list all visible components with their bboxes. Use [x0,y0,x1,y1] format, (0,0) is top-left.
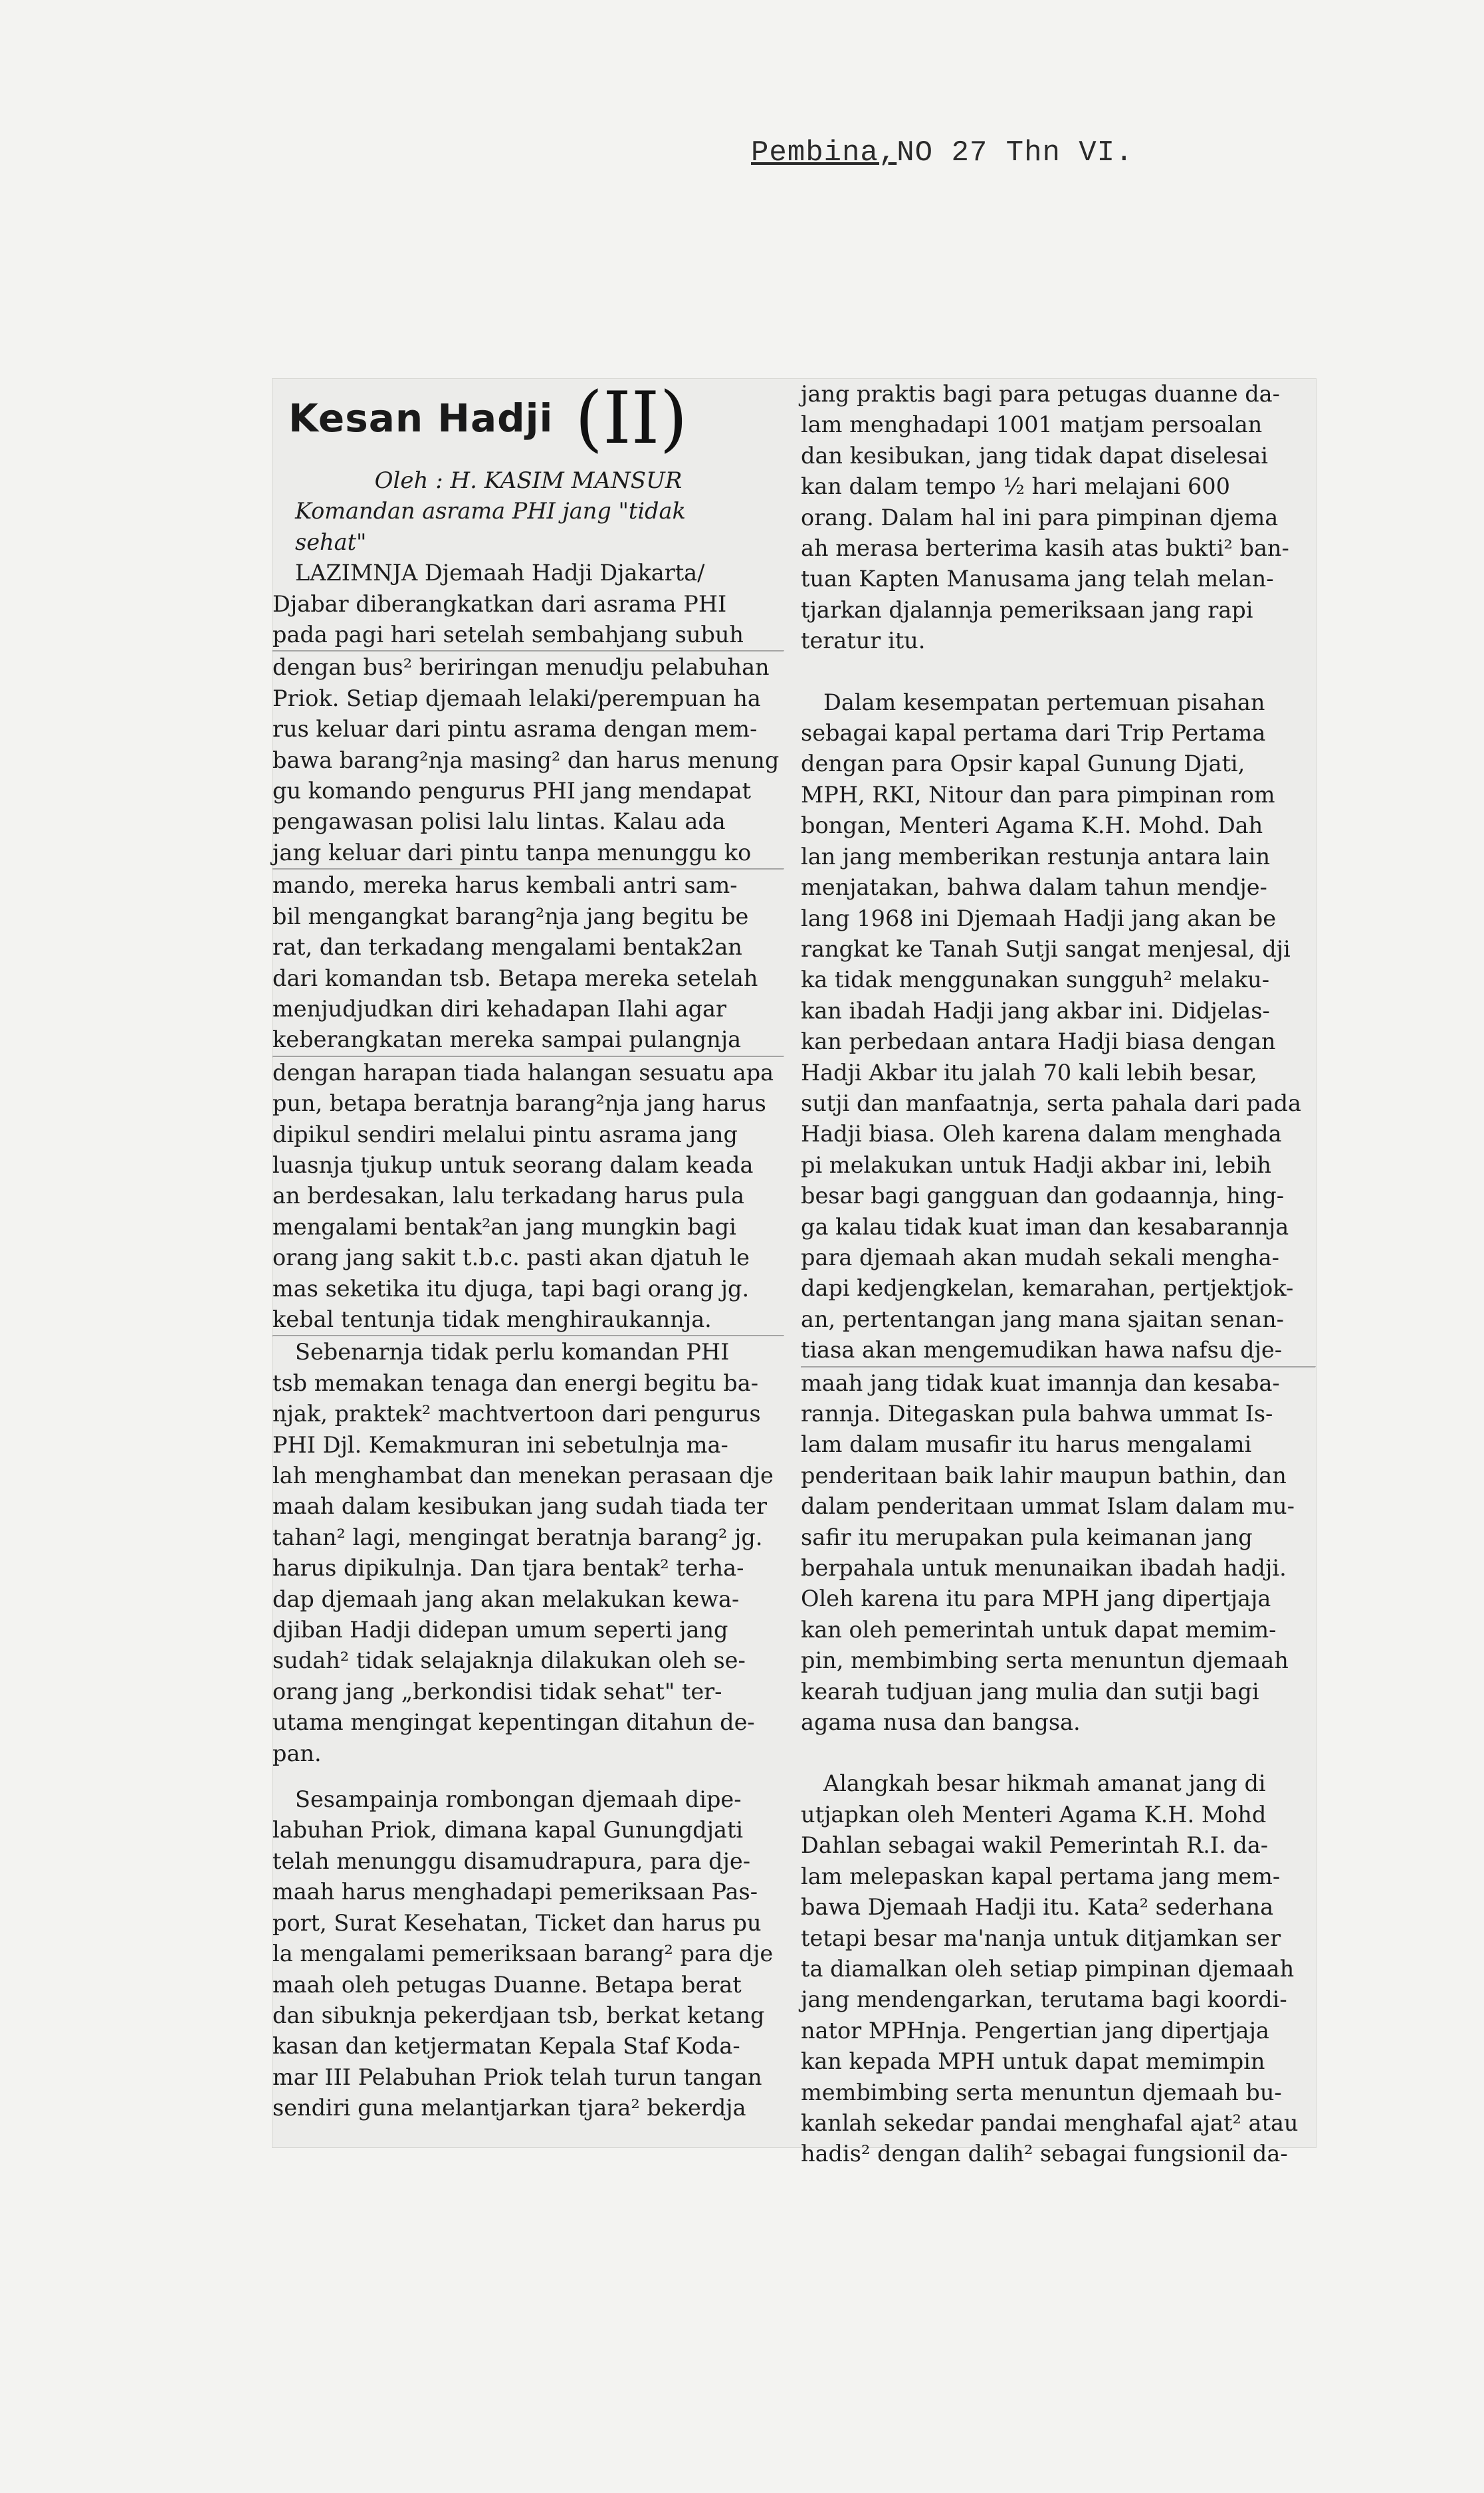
clipping-seam [801,1366,1316,1368]
headline-row [272,379,784,465]
text-line: tuan Kapten Manusama jang telah melan- [801,566,1274,592]
left-paragraph-1 [272,558,784,1335]
text-line: djiban Hadji didepan umum seperti jang [272,1617,728,1643]
text-line: tetapi besar ma'nanja untuk ditjamkan ser [801,1925,1281,1951]
text-line: la mengalami pemeriksaan barang² para dje [272,1941,774,1967]
newspaper-clipping [272,377,1316,2167]
left-column [272,379,784,2124]
text-line: MPH, RKI, Nitour dan para pimpinan rom [801,781,1275,808]
text-line: ta diamalkan oleh setiap pimpinan djemaah [801,1955,1295,1982]
text-line: telah menunggu disamudrapura, para dje- [272,1847,751,1874]
text-line: dap djemaah jang akan melakukan kewa- [272,1586,740,1612]
text-line: harus dipikulnja. Dan tjara bentak² terha- [272,1555,744,1582]
text-line: Sebenarnja tidak perlu komandan PHI [295,1339,730,1365]
text-line: kan dalam tempo ½ hari melajani 600 [801,473,1230,500]
text-line: bil mengangkat barang²nja jang begitu be [272,903,749,929]
text-line: jang praktis bagi para petugas duanne da- [801,381,1280,407]
text-line: sudah² tidak selajaknja dilakukan oleh se- [272,1647,746,1674]
text-line: pun, betapa beratnja barang²nja jang harus [272,1090,766,1117]
text-line: tahan² lagi, mengingat beratnja barang² jg. [272,1524,763,1550]
text-line: dengan para Opsir kapal Gunung Djati, [801,751,1245,777]
text-line: kan perbedaan antara Hadji biasa dengan [801,1028,1276,1055]
text-line: para djemaah akan mudah sekali mengha- [801,1244,1279,1270]
publication-name: Pembina, [751,136,897,170]
text-line: mengalami bentak²an jang mungkin bagi [272,1213,736,1240]
text-line: port, Surat Kesehatan, Ticket dan harus pu [272,1909,762,1936]
text-line: labuhan Priok, dimana kapal Gunungdjati [272,1817,744,1843]
text-line: pin, membimbing serta menuntun djemaah [801,1647,1289,1674]
text-line: sebagai kapal pertama dari Trip Pertama [801,720,1266,747]
text-line: menjudjudkan diri kehadapan Ilahi agar [272,995,727,1022]
text-line: rangkat ke Tanah Sutji sangat menjesal, dji [801,935,1291,962]
lede-line-1: Komandan asrama PHI jang "tidak [295,498,686,525]
right-paragraph-1 [801,379,1316,657]
text-line: ga kalau tidak kuat iman dan kesabarannja [801,1213,1289,1240]
text-line: safir itu merupakan pula keimanan jang [801,1524,1253,1550]
text-line: pada pagi hari setelah sembahjang subuh [272,622,744,648]
text-line: lam dalam musafir itu harus mengalami [801,1431,1252,1458]
text-line: sutji dan manfaatnja, serta pahala dari pada [801,1090,1302,1116]
text-line: rus keluar dari pintu asrama dengan mem- [272,716,758,743]
text-line: mas seketika itu djuga, tapi bagi orang jg. [272,1275,750,1302]
text-line: jang mendengarkan, terutama bagi koordi- [801,1986,1287,2013]
text-line: utama mengingat kepentingan ditahun de- [272,1709,755,1736]
text-line: mar III Pelabuhan Priok telah turun tangan [272,2064,762,2090]
text-line: mando, mereka harus kembali antri sam- [272,872,738,899]
text-line: tjarkan djalannja pemeriksaan jang rapi [801,596,1253,623]
left-paragraph-3 [272,1784,784,2123]
text-line: utjapkan oleh Menteri Agama K.H. Mohd [801,1801,1267,1828]
text-line: maah harus menghadapi pemeriksaan Pas- [272,1879,758,1905]
text-line: penderitaan baik lahir maupun bathin, dan [801,1462,1287,1488]
text-line: kan kepada MPH untuk dapat memimpin [801,2048,1265,2075]
text-line: bawa Djemaah Hadji itu. Kata² sederhana [801,1894,1274,1921]
text-line: an, pertentangan jang mana sjaitan senan- [801,1306,1284,1332]
text-line: kebal tentunja tidak menghiraukannja. [272,1306,712,1332]
article-title: Kesan Hadji [288,396,554,441]
text-line: Hadji biasa. Oleh karena dalam menghada [801,1121,1282,1147]
text-line: dapi kedjengkelan, kemarahan, pertjektjok- [801,1275,1294,1302]
byline: Oleh : H. KASIM MANSUR [374,467,683,494]
clipping-seam [272,868,784,870]
text-line: Oleh karena itu para MPH jang dipertjaja [801,1586,1271,1612]
text-line: rannja. Ditegaskan pula bahwa ummat Is- [801,1401,1273,1427]
text-line: agama nusa dan bangsa. [801,1709,1081,1736]
text-line: maah jang tidak kuat imannja dan kesaba- [801,1369,1280,1396]
text-line: luasnja tjukup untuk seorang dalam keada [272,1151,754,1178]
text-line: bongan, Menteri Agama K.H. Mohd. Dah [801,812,1263,839]
text-line: PHI Djl. Kemakmuran ini sebetulnja ma- [272,1431,728,1458]
text-line: njak, praktek² machtvertoon dari pengurus [272,1401,761,1427]
text-line: bawa barang²nja masing² dan harus menung [272,747,780,773]
text-line: an berdesakan, lalu terkadang harus pula [272,1183,745,1209]
text-line: orang jang sakit t.b.c. pasti akan djatuh le [272,1245,750,1271]
text-line: lan jang memberikan restunja antara lain [801,843,1271,870]
text-line: pengawasan polisi lalu lintas. Kalau ada [272,808,726,835]
text-line: ka tidak menggunakan sungguh² melaku- [801,967,1270,993]
text-line: jang keluar dari pintu tanpa menunggu ko [272,839,752,866]
right-paragraph-3 [801,1768,1316,2169]
text-line: kan oleh pemerintah untuk dapat memim- [801,1616,1277,1643]
text-line: dari komandan tsb. Betapa mereka setelah [272,965,758,991]
text-line: sendiri guna melantjarkan tjara² bekerdja [272,2095,746,2121]
text-line: pan. [272,1740,322,1766]
text-line: orang. Dalam hal ini para pimpinan djema [801,504,1279,531]
text-line: membimbing serta menuntun djemaah bu- [801,2079,1282,2105]
text-line: lam menghadapi 1001 matjam persoalan [801,412,1263,438]
text-line: kearah tudjuan jang mulia dan sutji bagi [801,1678,1259,1705]
text-line: Alangkah besar hikmah amanat jang di [823,1770,1266,1797]
text-line: berpahala untuk menunaikan ibadah hadji. [801,1555,1287,1582]
right-column [801,379,1316,2170]
text-line: maah dalam kesibukan jang sudah tiada ter [272,1493,767,1520]
text-line: besar bagi gangguan dan godaannja, hing- [801,1183,1285,1209]
text-line: Priok. Setiap djemaah lelaki/perempuan ha [272,685,761,711]
text-line: kan ibadah Hadji jang akbar ini. Didjelas- [801,997,1270,1024]
clipping-seam [272,650,784,652]
handwritten-part-number: (II) [575,377,688,460]
text-line: tsb memakan tenaga dan energi begitu ba- [272,1369,759,1396]
text-line: kasan dan ketjermatan Kepala Staf Koda- [272,2033,740,2060]
text-line: menjatakan, bahwa dalam tahun mendje- [801,874,1267,901]
text-line: maah oleh petugas Duanne. Betapa berat [272,1971,742,1998]
text-line: dipikul sendiri melalui pintu asrama jang [272,1121,738,1147]
text-line: dan sibuknja pekerdjaan tsb, berkat ketang [272,2002,765,2028]
issue-number: NO 27 Thn VI. [897,136,1134,170]
text-line: pi melakukan untuk Hadji akbar ini, lebih [801,1151,1271,1178]
text-line: hadis² dengan dalih² sebagai fungsionil da- [801,2141,1288,2167]
text-line: Djabar diberangkatkan dari asrama PHI [272,590,727,617]
text-line: kanlah sekedar pandai menghafal ajat² atau [801,2109,1299,2136]
text-line: Sesampainja rombongan djemaah dipe- [295,1786,742,1813]
text-line: dalam penderitaan ummat Islam dalam mu- [801,1493,1295,1520]
text-line: Hadji Akbar itu jalah 70 kali lebih besar, [801,1059,1257,1086]
text-line: teratur itu. [801,628,926,654]
text-line: lah menghambat dan menekan perasaan dje [272,1463,774,1488]
text-line: keberangkatan mereka sampai pulangnja [272,1026,742,1053]
text-line: Dalam kesempatan pertemuan pisahan [823,689,1265,715]
text-line: dengan bus² beriringan menudju pelabuhan [272,654,770,681]
text-line: rat, dan terkadang mengalami bentak2an [272,934,742,961]
text-line: nator MPHnja. Pengertian jang dipertjaja [801,2017,1269,2044]
text-line: tiasa akan mengemudikan hawa nafsu dje- [801,1337,1283,1364]
text-line: Dahlan sebagai wakil Pemerintah R.I. da- [801,1832,1269,1859]
text-line: ah merasa berterima kasih atas bukti² ban- [801,535,1289,562]
text-line: dengan harapan tiada halangan sesuatu apa [272,1059,774,1086]
clipping-seam [272,1335,784,1337]
text-line: lang 1968 ini Djemaah Hadji jang akan be [801,905,1277,931]
text-line: LAZIMNJA Djemaah Hadji Djakarta/ [295,560,705,586]
text-line: gu komando pengurus PHI jang mendapat [272,778,752,804]
right-paragraph-2 [801,687,1316,1738]
text-line: lam melepaskan kapal pertama jang mem- [801,1863,1281,1889]
clipping-seam [272,1056,784,1058]
lede-line-2: sehat" [295,529,367,555]
left-paragraph-2 [272,1337,784,1769]
text-line: orang jang „berkondisi tidak sehat" ter- [272,1678,722,1705]
text-line: dan kesibukan, jang tidak dapat diselesai [801,442,1268,469]
page-header [751,136,1134,170]
